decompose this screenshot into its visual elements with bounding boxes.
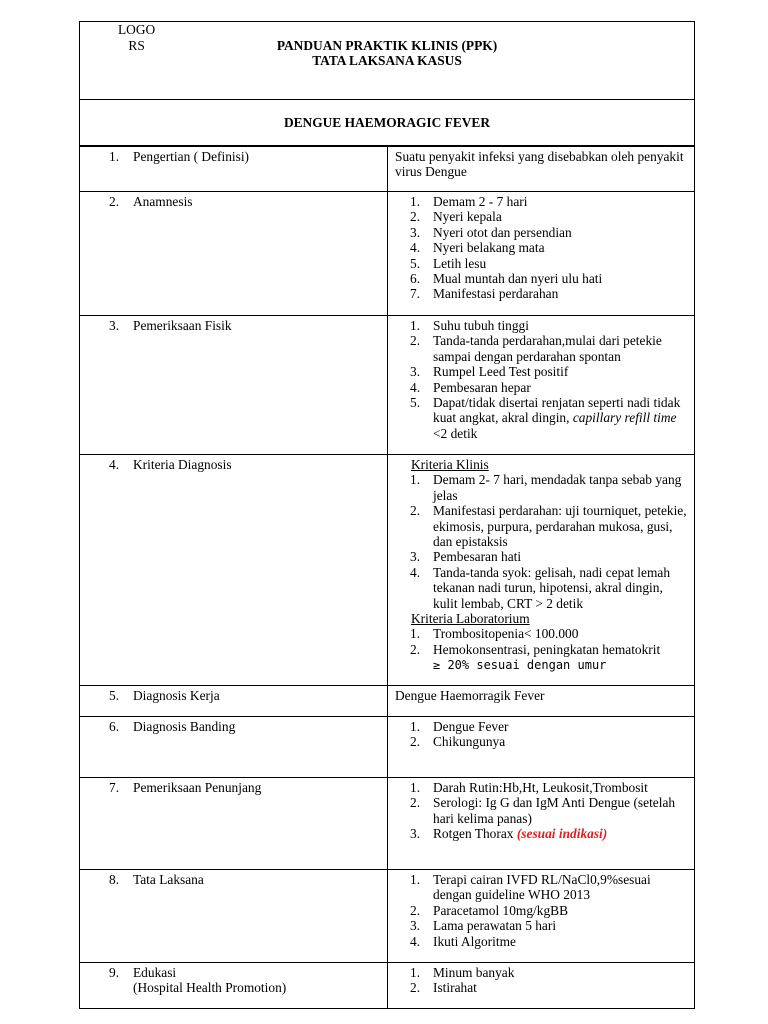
row-label: Pemeriksaan Fisik <box>133 318 232 333</box>
ppk-table <box>79 146 695 1009</box>
indication-note: (sesuai indikasi) <box>516 826 608 842</box>
list-item: 5. Letih lesu <box>410 255 487 271</box>
row-list <box>388 472 694 611</box>
list-item: 1. Terapi cairan IVFD RL/NaCl0,9%sesuai dengan guideline WHO 2013 <box>410 872 651 903</box>
row-label: Anamnesis <box>133 194 193 209</box>
list-item: 1. Suhu tubuh tinggi <box>410 318 529 333</box>
list-item: 7. Manifestasi perdarahan <box>410 286 559 302</box>
row-list <box>388 963 694 996</box>
row-label: Kriteria Diagnosis <box>133 457 232 472</box>
row-number: 5. <box>109 688 120 703</box>
header-title-line2: TATA LAKSANA KASUS <box>312 53 462 68</box>
row-number: 2. <box>109 194 120 209</box>
table-row <box>80 717 695 778</box>
header-title <box>80 38 694 68</box>
list-item: 4. Tanda-tanda syok: gelisah, nadi cepat lemah tekanan nadi turun, hipotensi, akral dingin, kulit lembab, CRT > 2 detik <box>410 564 671 611</box>
list-item: 2. Nyeri kepala <box>410 209 502 225</box>
row-number: 7. <box>109 780 120 795</box>
list-item: 3. Rumpel Leed Test positif <box>410 364 569 380</box>
row-number: 8. <box>109 872 120 887</box>
row-list <box>388 626 694 673</box>
table-row <box>80 316 695 455</box>
header-title-line1: PANDUAN PRAKTIK KLINIS (PPK) <box>276 38 498 53</box>
list-item: 3. Nyeri otot dan persendian <box>410 224 572 240</box>
row-list <box>388 717 694 750</box>
row-number: 4. <box>109 457 120 472</box>
table-row <box>80 963 695 1009</box>
row-list <box>388 192 694 302</box>
row-content: Dengue Haemorragik Fever <box>395 688 545 703</box>
row-label-sub: (Hospital Health Promotion) <box>133 980 287 996</box>
row-list <box>388 870 694 949</box>
list-item: 2. Paracetamol 10mg/kgBB <box>410 902 568 918</box>
row-number: 9. <box>109 965 120 980</box>
table-row <box>80 147 695 192</box>
row-label: Diagnosis Banding <box>133 719 236 734</box>
row-label: Pengertian ( Definisi) <box>133 149 250 164</box>
list-item: 4. Pembesaran hepar <box>410 379 531 395</box>
ppk-document <box>79 21 695 1009</box>
disease-title: DENGUE HAEMORAGIC FEVER <box>79 100 695 146</box>
row-number: 6. <box>109 719 120 734</box>
list-item: 1. Dengue Fever <box>410 719 509 734</box>
row-label: Tata Laksana <box>133 872 204 887</box>
list-item: 4. Nyeri belakang mata <box>410 240 545 256</box>
list-item: 6. Mual muntah dan nyeri ulu hati <box>410 271 603 287</box>
logo-rs-text: RS <box>128 38 145 53</box>
list-item: 2. Tanda-tanda perdarahan,mulai dari petekie sampai dengan perdarahan spontan <box>410 333 662 364</box>
list-item: 1. Trombositopenia< 100.000 <box>410 626 579 642</box>
row-number: 1. <box>109 149 120 164</box>
list-item: 2. Hemokonsentrasi, peningkatan hematokrit ≥ 20% sesuai dengan umur <box>410 641 661 673</box>
list-item: 1. Minum banyak <box>410 965 515 980</box>
list-item: 2. Istirahat <box>410 980 477 996</box>
list-item: 1. Darah Rutin:Hb,Ht, Leukosit,Trombosit <box>410 780 648 795</box>
table-row <box>80 686 695 717</box>
list-item: 2. Manifestasi perdarahan: uji tourniquet, petekie, ekimosis, purpura, perdarahan mukosa, gusi, dan epistaksis <box>410 503 687 550</box>
row-label: Pemeriksaan Penunjang <box>133 780 262 795</box>
list-item: 1. Demam 2- 7 hari, mendadak tanpa sebab yang jelas <box>410 472 682 503</box>
list-item: 3. Lama perawatan 5 hari <box>410 918 557 934</box>
list-item: 5. Dapat/tidak disertai renjatan seperti nadi tidak kuat angkat, akral dingin, capillary refill time <2 detik <box>410 395 681 441</box>
document-header <box>79 21 695 100</box>
list-item: 2. Serologi: Ig G dan IgM Anti Dengue (setelah hari kelima panas) <box>410 795 676 826</box>
list-item: 1. Demam 2 - 7 hari <box>410 194 528 209</box>
list-item: 3. Rotgen Thorax (sesuai indikasi) <box>410 826 608 842</box>
list-item: 4. Ikuti Algoritme <box>410 933 516 949</box>
row-list <box>388 316 694 441</box>
row-content: Suatu penyakit infeksi yang disebabkan oleh penyakit virus Dengue <box>395 149 684 180</box>
list-item: 3. Pembesaran hati <box>410 549 522 565</box>
italic-term: capillary refill time <box>572 410 677 426</box>
row-list <box>388 778 694 842</box>
logo-text: LOGO <box>118 22 156 37</box>
subheading-laboratory: Kriteria Laboratorium <box>411 611 530 627</box>
subheading-clinical: Kriteria Klinis <box>411 457 489 472</box>
row-label: Diagnosis Kerja <box>133 688 220 703</box>
table-row <box>80 778 695 870</box>
row-label: Edukasi <box>133 965 177 980</box>
table-row <box>80 192 695 316</box>
list-item: 2. Chikungunya <box>410 734 506 750</box>
row-number: 3. <box>109 318 120 333</box>
table-row <box>80 870 695 963</box>
table-row <box>80 455 695 686</box>
